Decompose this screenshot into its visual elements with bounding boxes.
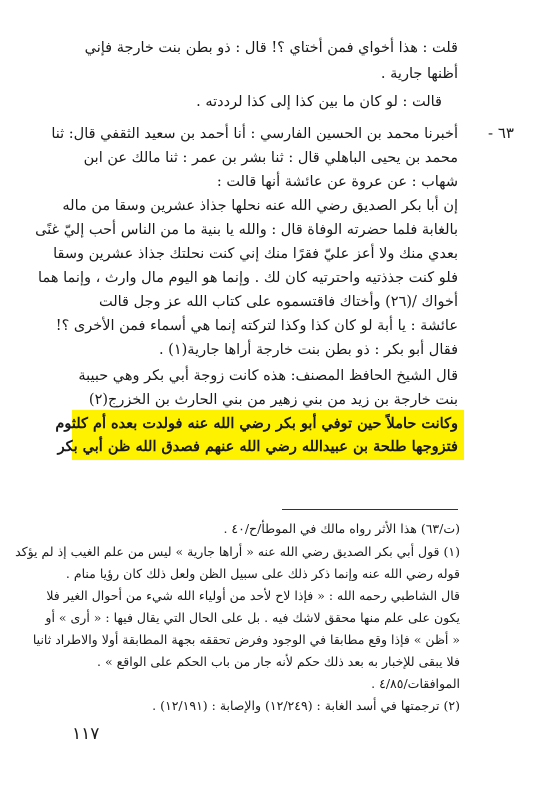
footnote-line: (٢) ترجمتها في أسد الغابة : (١٢/٢٤٩) والإصابة : (١٢/١٩١) .: [152, 698, 460, 713]
text-line: أخبرنا محمد بن الحسين الفارسي : أنا أحمد بن سعيد الثقفي قال: ثنا: [51, 126, 458, 142]
footnote-line: الموافقات/٤/٨٥ .: [371, 676, 460, 691]
text-line: قال الشيخ الحافظ المصنف: هذه كانت زوجة أبي بكر وهي حبيبة: [78, 368, 458, 384]
text-line: بالغابة فلما حضرته الوفاة قال : والله يا بنية ما من الناس أحب إليّ غنًى: [35, 222, 458, 238]
text-line: عائشة : يا أبة لو كان كذا وكذا لتركته إنما هي أسماء فمن الأخرى ؟!: [55, 318, 458, 334]
text-line: أخواك /(٢٦) وأختاك فاقتسموه على كتاب الله عز وجل قالت: [98, 294, 458, 310]
highlighted-line: فتزوجها طلحة بن عبيدالله رضي الله عنهم فصدق الله ظن أبي بكر: [57, 438, 458, 455]
footnote-line: قوله رضي الله عنه وإنما ذكر ذلك على سبيل الظن ولعل ذلك كان رؤيا منام .: [65, 566, 460, 581]
text-line: شهاب : عن عروة عن عائشة أنها قالت :: [216, 174, 458, 190]
footnote-separator: [282, 509, 458, 510]
text-line: أظنها جارية .: [380, 66, 458, 82]
footnote-line: (ت/٦٣) هذا الأثر رواه مالك في الموطأ/ح/٤٠ .: [223, 521, 460, 536]
text-line: فلو كنت جذذتيه واحترتيه كان لك . وإنما هو اليوم مال وارث ، وإنما هما: [38, 270, 458, 286]
text-line: قلت : هذا أخواي فمن أختاي ؟! قال : ذو بطن بنت خارجة فإني: [84, 40, 458, 56]
footnote-line: فلا يبقى للإخبار به بعد ذلك حكم لأنه جار من باب الحكم على الواقع » .: [97, 654, 460, 669]
footnote-line: قال الشاطبي رحمه الله : « فإذا لاح لأحد من أولياء الله شيء من أحوال الغير فلا: [46, 588, 460, 603]
text-line: إن أبا بكر الصديق رضي الله عنه نحلها جذاذ عشرين وسقا من ماله: [62, 198, 458, 214]
text-line: بعدي منك ولا أعز عليّ فقرًا منك إني كنت نحلتك جذاذ عشرين وسقا: [53, 246, 458, 262]
page-number: ١١٧: [72, 724, 100, 744]
highlighted-line: وكانت حاملاً حين توفي أبو بكر رضي الله عنه فولدت بعده أم كلثوم: [55, 415, 458, 432]
footnote-line: يكون على علم منها محقق لاشك فيه . بل على الحال التي يقال فيها : « أرى » أو: [45, 610, 460, 625]
footnote-line: « أظن » فإذا وقع مطابقا في الوجود وفرض تحققه بجهة المطابقة أولا والاطراد ثانيا: [32, 632, 460, 647]
text-line: قالت : لو كان ما بين كذا إلى كذا لرددته .: [196, 94, 442, 110]
entry-number: ٦٣ -: [488, 124, 514, 142]
text-line: محمد بن يحيى الباهلي قال : ثنا بشر بن عمر : ثنا مالك عن ابن: [83, 150, 458, 166]
text-line: فقال أبو بكر : ذو بطن بنت خارجة أراها جارية(١) .: [158, 342, 458, 358]
text-line: بنت خارجة بن زيد من بني زهير من بني الحارث بن الخزرج(٢): [88, 392, 458, 408]
footnote-line: (١) قول أبي بكر الصديق رضي الله عنه « أراها جارية » ليس من علم الغيب إذ لم يؤكد: [15, 544, 460, 559]
